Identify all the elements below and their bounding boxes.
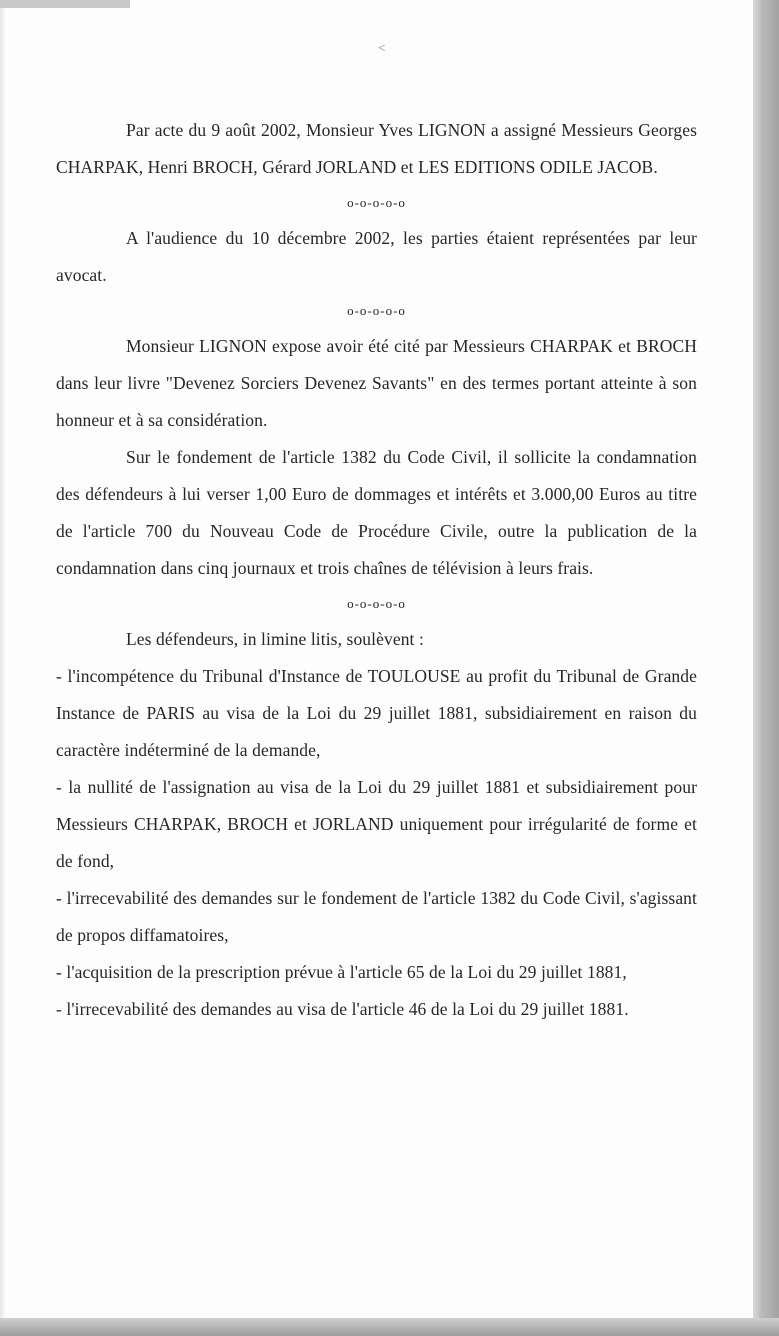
document-body [56, 112, 697, 1028]
separator: o-o-o-o-o [347, 303, 406, 318]
scan-top-edge [0, 0, 130, 8]
paragraph-defendeurs-intro: Les défendeurs, in limine litis, soulèvent : [126, 629, 424, 649]
paragraph-audience: A l'audience du 10 décembre 2002, les parties étaient représentées par leur avocat. [56, 228, 697, 285]
list-item: - l'irrecevabilité des demandes au visa de l'article 46 de la Loi du 29 juillet 1881. [56, 999, 629, 1019]
scan-left-edge [0, 0, 6, 1336]
scan-right-edge [753, 0, 779, 1336]
separator: o-o-o-o-o [347, 195, 406, 210]
scan-bottom-edge [0, 1318, 779, 1336]
paragraph-demande: Sur le fondement de l'article 1382 du Code Civil, il sollicite la condamnation des défendeurs à lui verser 1,00 Euro de dommages et intérêts et 3.000,00 Euros au titre de l'article 700 du Nouveau Code de Procédure Civile, outre la publication de la condamnation dans cinq journaux et trois chaînes de télévision à leurs frais. [56, 447, 697, 578]
list-item: - l'acquisition de la prescription prévue à l'article 65 de la Loi du 29 juillet 1881, [56, 962, 627, 982]
paragraph-expose: Monsieur LIGNON expose avoir été cité par Messieurs CHARPAK et BROCH dans leur livre "Devenez Sorciers Devenez Savants" en des termes portant atteinte à son honneur et à sa considération. [56, 336, 697, 430]
list-item: - l'incompétence du Tribunal d'Instance de TOULOUSE au profit du Tribunal de Grande Instance de PARIS au visa de la Loi du 29 juillet 1881, subsidiairement en raison du caractère indéterminé de la demande, [56, 666, 697, 760]
separator: o-o-o-o-o [347, 596, 406, 611]
page-mark: < [378, 40, 386, 55]
paragraph-assignation: Par acte du 9 août 2002, Monsieur Yves LIGNON a assigné Messieurs Georges CHARPAK, Henri BROCH, Gérard JORLAND et LES EDITIONS ODILE JACOB. [56, 120, 697, 177]
list-item: - l'irrecevabilité des demandes sur le fondement de l'article 1382 du Code Civil, s'agissant de propos diffamatoires, [56, 888, 697, 945]
list-item: - la nullité de l'assignation au visa de la Loi du 29 juillet 1881 et subsidiairement pour Messieurs CHARPAK, BROCH et JORLAND uniquement pour irrégularité de forme et de fond, [56, 777, 697, 871]
